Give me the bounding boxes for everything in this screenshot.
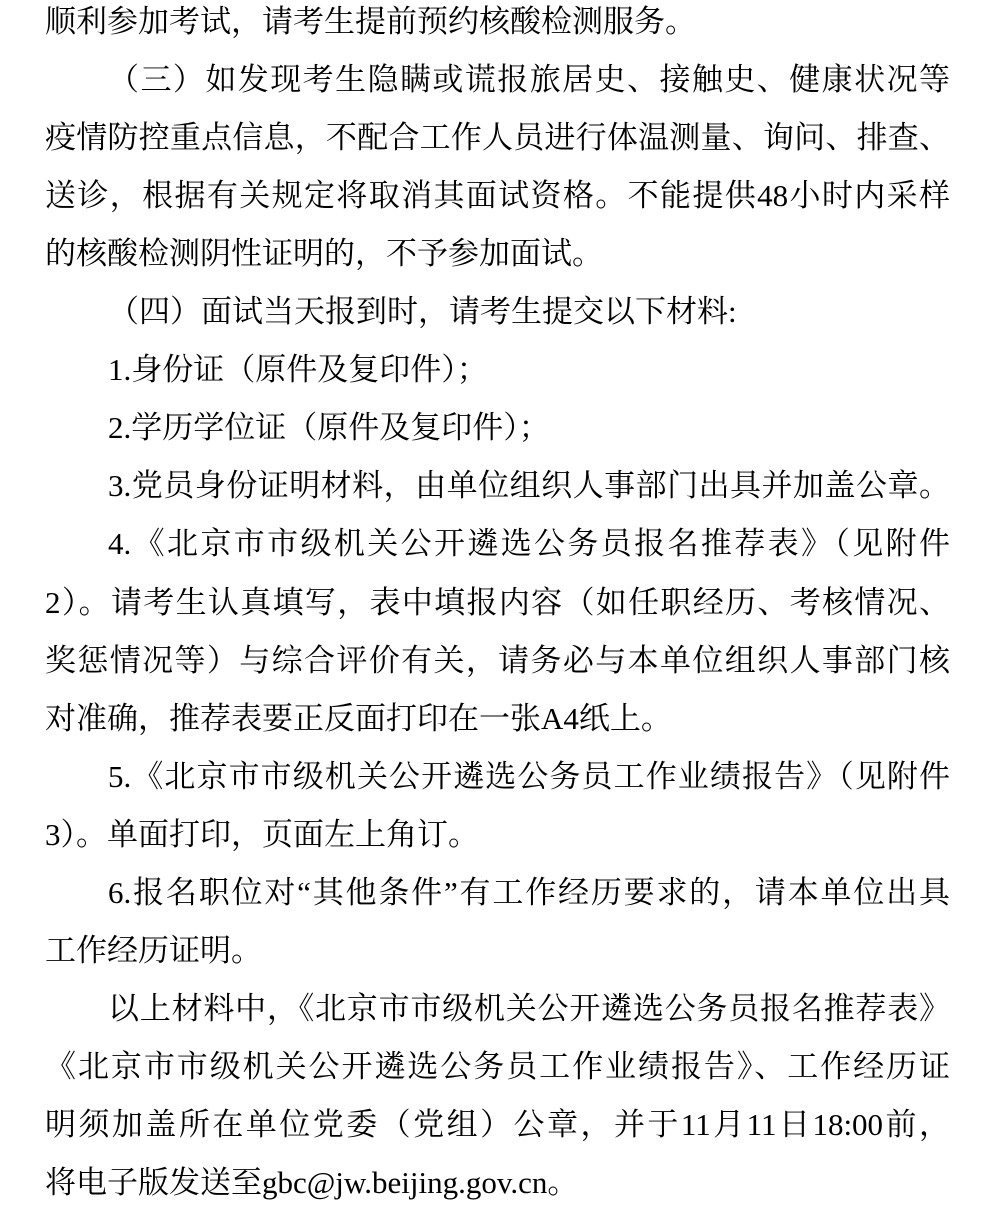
text-line: 对准确，推荐表要正反面打印在一张A4纸上。	[45, 700, 672, 736]
text-line: 奖惩情况等）与综合评价有关，请务必与本单位组织人事部门核	[45, 642, 950, 678]
text-line: （三）如发现考生隐瞒或谎报旅居史、接触史、健康状况等	[108, 62, 950, 98]
text-line: 5.《北京市市级机关公开遴选公务员工作业绩报告》（见附件	[108, 758, 950, 794]
text-line: 送诊，根据有关规定将取消其面试资格。不能提供48小时内采样	[45, 178, 950, 214]
text-line: 以上材料中，《北京市市级机关公开遴选公务员报名推荐表》	[108, 990, 950, 1026]
text-line: 将电子版发送至gbc@jw.beijing.gov.cn。	[45, 1165, 579, 1200]
text-line: 6.报名职位对“其他条件”有工作经历要求的，请本单位出具	[108, 874, 950, 910]
text-line: （四）面试当天报到时，请考生提交以下材料:	[108, 294, 737, 330]
text-line: 4.《北京市市级机关公开遴选公务员报名推荐表》（见附件	[108, 526, 950, 562]
text-line: 工作经历证明。	[45, 932, 262, 968]
text-line: 的核酸检测阴性证明的，不予参加面试。	[45, 236, 603, 272]
text-line: 2.学历学位证（原件及复印件）；	[108, 410, 550, 446]
text-line: 顺利参加考试，请考生提前预约核酸检测服务。	[45, 4, 696, 39]
text-line: 疫情防控重点信息，不配合工作人员进行体温测量、询问、排查、	[45, 120, 950, 156]
text-line: 《北京市市级机关公开遴选公务员工作业绩报告》、工作经历证	[45, 1048, 950, 1084]
text-line: 2）。请考生认真填写，表中填报内容（如任职经历、考核情况、	[45, 584, 950, 620]
text-line: 1.身份证（原件及复印件）；	[108, 352, 488, 388]
text-line: 3）。单面打印，页面左上角订。	[45, 816, 479, 852]
text-line: 3.党员身份证明材料，由单位组织人事部门出具并加盖公章。	[108, 468, 950, 504]
text-line: 明须加盖所在单位党委（党组）公章，并于11月11日18:00前，	[45, 1106, 950, 1142]
